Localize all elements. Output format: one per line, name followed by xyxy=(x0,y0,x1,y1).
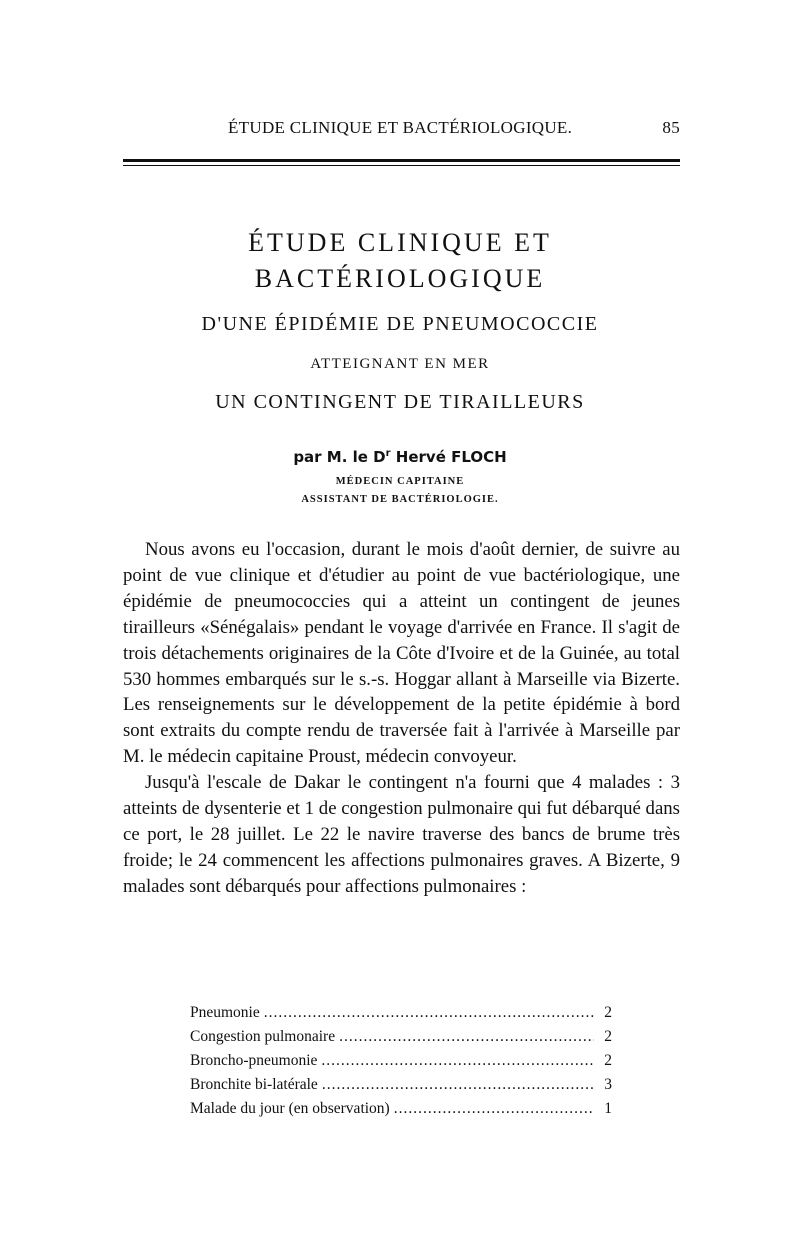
leader-dots xyxy=(394,1100,594,1118)
table-row-label: Broncho-pneumonie xyxy=(190,1052,318,1069)
table-row-value: 2 xyxy=(604,1028,612,1045)
title-line-4: UN CONTINGENT DE TIRAILLEURS xyxy=(215,391,585,413)
header-rule-thin xyxy=(123,165,680,166)
leader-dots xyxy=(321,1052,594,1070)
author-affiliation-1: MÉDECIN CAPITAINE xyxy=(335,476,465,487)
byline-prefix: par M. le D xyxy=(293,448,386,466)
table-row xyxy=(190,1052,612,1076)
header-rule-thick xyxy=(123,159,680,162)
table-row xyxy=(190,1076,612,1100)
leader-dots xyxy=(339,1028,594,1046)
title-line-1: ÉTUDE CLINIQUE ET BACTÉRIOLOGIQUE xyxy=(248,228,552,293)
body-text xyxy=(123,537,680,900)
table-row-value: 2 xyxy=(604,1004,612,1021)
table-row-label: Bronchite bi-latérale xyxy=(190,1076,318,1093)
table-row-value: 2 xyxy=(604,1052,612,1069)
cases-table xyxy=(190,1004,612,1124)
table-row-value: 3 xyxy=(604,1076,612,1093)
table-row-label: Pneumonie xyxy=(190,1004,260,1021)
paragraph-1: Nous avons eu l'occasion, durant le mois d'août dernier, de suivre au point de vue clinique et d'étudier au point de vue bactériologique, une épidémie de pneumococcies qui a atteint un contingent de jeunes tirailleurs «Sénégalais» pendant le voyage d'arrivée en France. Il s'agit de trois détachements originaires de la Côte d'Ivoire et de la Guinée, au total 530 hommes embarqués sur le s.-s. Hoggar allant à Marseille via Bizerte. Les renseignements sur le développement de la petite épidémie à bord sont extraits du compte rendu de traversée fait à l'arrivée à Marseille par M. le médecin capitaine Proust, médecin convoyeur. xyxy=(123,539,680,768)
author-affiliation-2: ASSISTANT DE BACTÉRIOLOGIE. xyxy=(301,494,499,505)
leader-dots xyxy=(322,1076,594,1094)
table-row-label: Malade du jour (en observation) xyxy=(190,1100,390,1117)
table-row-value: 1 xyxy=(604,1100,612,1117)
table-row-label: Congestion pulmonaire xyxy=(190,1028,336,1045)
byline xyxy=(100,448,700,466)
byline-sup: r xyxy=(385,448,391,459)
running-head-title: ÉTUDE CLINIQUE ET BACTÉRIOLOGIQUE. xyxy=(228,118,573,137)
title-block xyxy=(100,225,700,505)
page-number: 85 xyxy=(662,118,680,137)
paragraph-2: Jusqu'à l'escale de Dakar le contingent n'a fourni que 4 malades : 3 atteints de dysenterie et 1 de congestion pulmonaire qui fut débarqué dans ce port, le 28 juillet. Le 22 le navire traverse des bancs de brume très froide; le 24 commencent les affections pulmonaires graves. A Bizerte, 9 malades sont débarqués pour affections pulmonaires : xyxy=(123,772,680,897)
title-line-2: D'UNE ÉPIDÉMIE DE PNEUMOCOCCIE xyxy=(201,313,599,335)
table-row xyxy=(190,1004,612,1028)
title-line-3: ATTEIGNANT EN MER xyxy=(310,356,490,372)
leader-dots xyxy=(264,1004,594,1022)
table-row xyxy=(190,1028,612,1052)
table-row xyxy=(190,1100,612,1124)
author-name: Hervé FLOCH xyxy=(390,448,507,466)
